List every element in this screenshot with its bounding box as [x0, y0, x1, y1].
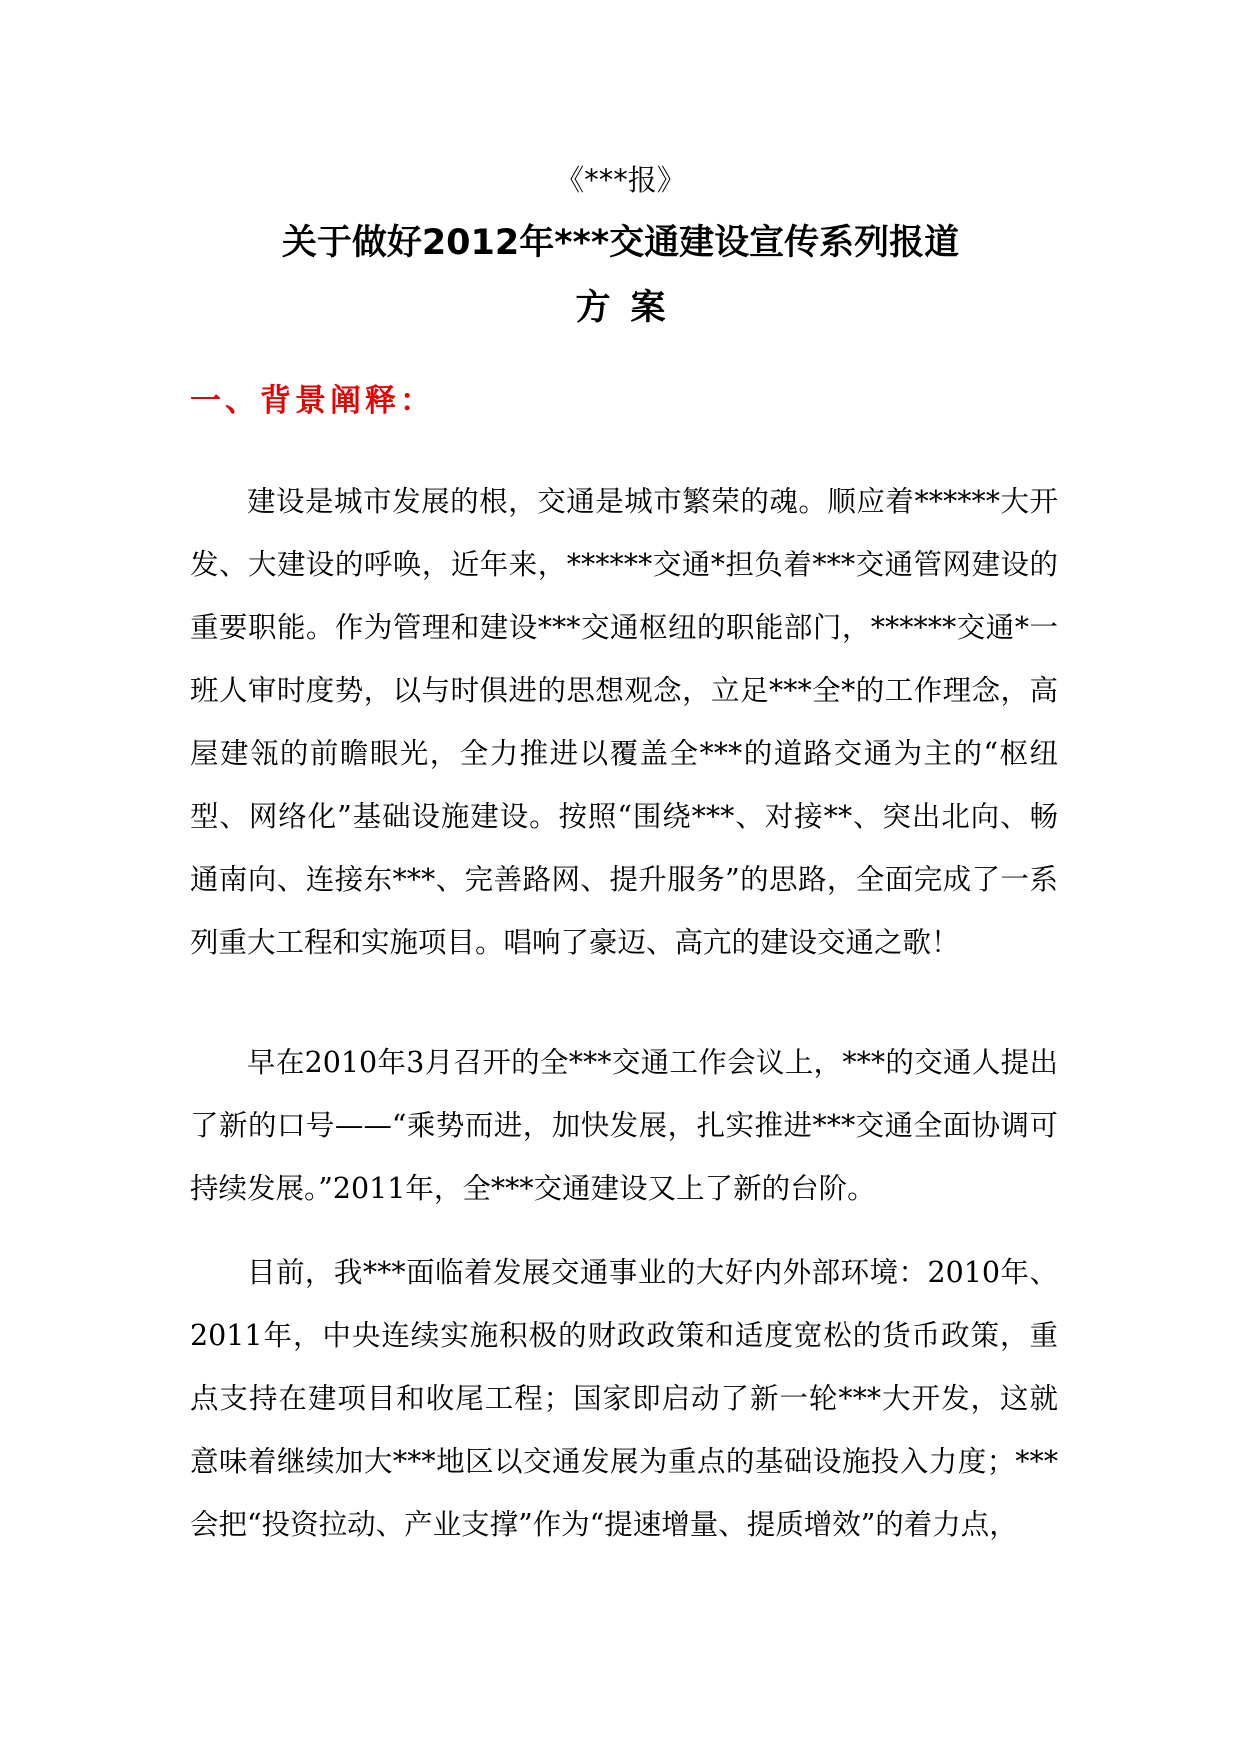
document-subtitle: 方案 — [575, 288, 686, 328]
body-paragraph-1: 建设是城市发展的根，交通是城市繁荣的魂。顺应着******大开发、大建设的呼唤，近年来，******交通*担负着***交通管网建设的重要职能。作为管理和建设***交通枢纽的职能部门，******交通*一班人审时度势，以与时俱进的思想观念，立足***全*的工作理念，高屋建瓴的前瞻眼光，全力推进以覆盖全***的道路交通为主的“枢纽型、网络化”基础设施建设。按照“围绕***、对接**、突出北向、畅通南向、连接东***、完善路网、提升服务”的思路，全面完成了一系列重大工程和实施项目。唱响了豪迈、高亢的建设交通之歌！ — [190, 485, 1058, 959]
document-title: 关于做好2012年***交通建设宣传系列报道 — [281, 223, 960, 263]
publication-name: 《***报》 — [555, 163, 686, 197]
body-paragraph-2: 早在2010年3月召开的全***交通工作会议上，***的交通人提出了新的口号——“乘势而进，加快发展，扎实推进***交通全面协调可持续发展。”2011年，全***交通建设又上了新的台阶。 — [190, 1046, 1058, 1205]
body-paragraph-3: 目前，我***面临着发展交通事业的大好内外部环境：2010年、2011年，中央连续实施积极的财政政策和适度宽松的货币政策，重点支持在建项目和收尾工程；国家即启动了新一轮***大开发，这就意味着继续加大***地区以交通发展为重点的基础设施投入力度；***会把“投资拉动、产业支撑”作为“提速增量、提质增效”的着力点， — [190, 1256, 1058, 1541]
section-heading-background: 一、背景阐释： — [190, 383, 435, 419]
